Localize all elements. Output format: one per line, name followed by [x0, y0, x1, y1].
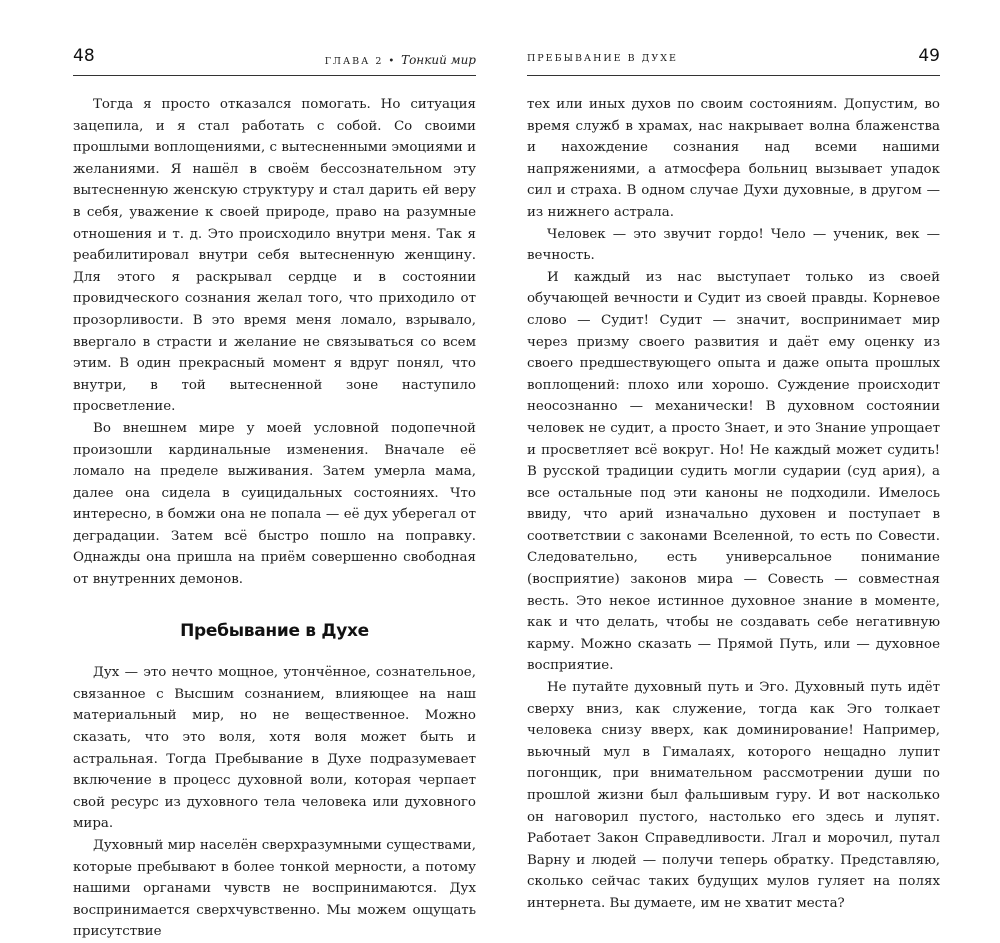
chapter-title: Тонкий мир: [401, 53, 476, 67]
paragraph: Духовный мир населён сверхразумными существами, которые пребывают в более тонкой мерности, а потому нашими органами чувств не воспринимаются. Дух воспринимается сверхчувственно. Мы можем ощущать присутствие: [73, 838, 476, 940]
right-page: [527, 0, 940, 911]
header-separator: •: [388, 56, 397, 67]
paragraph: Человек — это звучит гордо! Чело — ученик, век — вечность.: [527, 226, 940, 264]
section-header: [527, 53, 678, 64]
left-page: [73, 0, 476, 940]
paragraph: Во внешнем мире у моей условной подопечной произошли кардинальные изменения. Вначале её ломало на пределе выживания. Затем умерла мама, далее она сидела в суицидальных состояниях. Что интересно, в бомжи она не попала — её дух уберегал от деградации. Затем всё быстро пошло на поправку. Однажды она пришла на приём совершенно свободная от внутренних демонов.: [73, 420, 476, 588]
section-label: ПРЕБЫВАНИЕ В ДУХЕ: [527, 53, 678, 64]
left-page-body: [73, 94, 476, 943]
page-number-left: 48: [73, 46, 95, 66]
paragraph: И каждый из нас выступает только из своей обучающей вечности и Судит из своей правды. Корневое слово — Судит! Судит — значит, воспринимает мир через призму своего развития и даёт ему оценку из своего предшествующего опыта и даже опыта прошлых воплощений: плохо или хорошо. Суждение происходит неосознанно — механически! В духовном состоянии человек не судит, а просто Знает, и это Знание упрощает и просветляет всё вокруг. Но! Не каждый может судить! В русской традиции судить могли сударии (суд ария), а все остальные под эти каноны не подходили. Имелось ввиду, что арий изначально духовен и поступает в соответствии с законами Вселенной, то есть по Совести. Следовательно, есть универсальное понимание (восприятие) законов мира — Совесть — совместная весть. Это некое истинное духовное знание в моменте, как и что делать, чтобы не создавать себе негативную карму. Можно сказать — Прямой Путь, или — духовное восприятие.: [527, 269, 940, 674]
right-running-head: [527, 46, 940, 72]
paragraph: Тогда я просто отказался помогать. Но ситуация зацепила, и я стал работать с собой. Со своими прошлыми воплощениями, с вытесненными эмоциями и желаниями. Я нашёл в своём бессознательном эту вытесненную женскую структуру и стал дарить ей веру в себя, уважение к своей природе, право на разумные отношения и т. д. Это происходило внутри меня. Так я реабилитировал внутри себя вытесненную женщину. Для этого я раскрывал сердце и в состоянии провидческого сознания желал того, что приходило от прозорливости. В это время меня ломало, взрывало, ввергало в страсти и желание не связываться со всем этим. В один прекрасный момент я вдруг понял, что внутри, в той вытесненной зоне наступило просветление.: [73, 97, 476, 415]
chapter-header: [325, 53, 476, 67]
section-heading: Пребывание в Духе: [180, 620, 369, 641]
page-number-right: 49: [918, 46, 940, 66]
paragraph: Дух — это нечто мощное, утончённое, сознательное, связанное с Высшим сознанием, влияющее на наш материальный мир, но не вещественное. Можно сказать, что это воля, хотя воля может быть и астральная. Тогда Пребывание в Духе подразумевает включение в процесс духовной воли, которая черпает свой ресурс из духовного тела человека или духовного мира.: [73, 665, 476, 832]
paragraph: Не путайте духовный путь и Эго. Духовный путь идёт сверху вниз, как служение, тогда как Эго толкает человека снизу вверх, как доминирование! Например, вьючный мул в Гималаях, которого нещадно лупит погонщик, при внимательном рассмотрении души по прошлой жизни был фальшивым гуру. И вот насколько он наговорил пустого, настолько его здесь и лупят. Работает Закон Справедливости. Лгал и морочил, путал Варну и людей — получи теперь обратку. Представляю, сколько сейчас таких будущих мулов гуляет на полях интернета. Вы думаете, им не хватит места?: [527, 680, 940, 911]
chapter-label: ГЛАВА 2: [324, 56, 384, 67]
header-rule-right: [527, 75, 940, 76]
right-page-body: [527, 94, 940, 915]
left-running-head: [73, 46, 476, 72]
paragraph-continued: тех или иных духов по своим состояниям. Допустим, во время служб в храмах, нас накрывает волна блаженства и нахождение сознания над всеми нашими напряжениями, а атмосфера больниц вызывает упадок сил и страха. В одном случае Духи духовные, в другом — из нижнего астрала.: [527, 97, 940, 220]
header-rule-left: [73, 75, 476, 76]
